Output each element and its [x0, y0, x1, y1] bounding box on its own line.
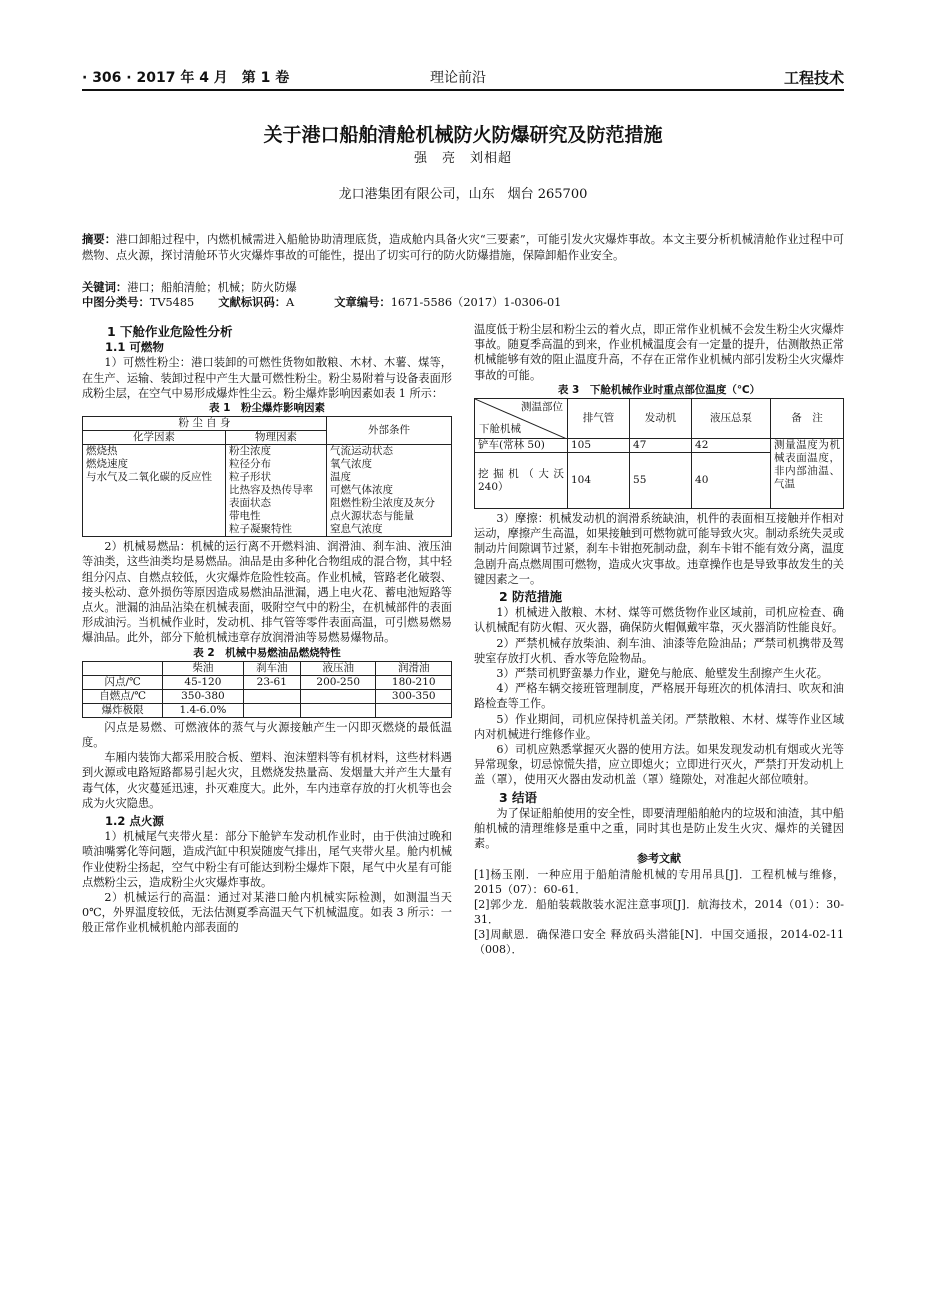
authors: 强 亮 刘相超: [413, 151, 512, 166]
table-2-caption: 表 2 机械中易燃油品燃烧特性: [193, 646, 341, 659]
table-cell: 104: [568, 453, 630, 509]
references: [474, 867, 844, 957]
list-item: 阻燃性粉尘浓度及灰分: [330, 497, 435, 510]
table-cell: 闪点/℃: [83, 675, 163, 689]
clc-label: 中图分类号：: [82, 296, 150, 309]
list-item: 粒子形状: [229, 471, 271, 484]
table-cell: [243, 703, 300, 717]
paper-title: 关于港口船舶清舱机械防火防爆研究及防范措施: [263, 124, 663, 146]
list-item: 点火源状态与能量: [330, 510, 414, 523]
table-cell: 45-120: [163, 675, 243, 689]
table-cell: [83, 445, 226, 537]
table-header: 化学因素: [83, 431, 226, 445]
paragraph: 2）机械易燃品：机械的运行离不开燃料油、润滑油、刹车油、液压油等油类，这些油类均是易燃品。油品是由多种化合物组成的混合物，其中轻组分闪点、自燃点较低，火灾爆炸危险性较高。作业机械，管路老化破裂、接头松动、意外损伤等原因造成易燃油品泄漏，遇上电火花、蓄电池短路等点火。泄漏的油品沾染在机械表面，吸附空气中的粉尘，在机械部件的表面形成油污。当机械作业时，发动机、排气管等零件表面高温，可引燃易燃易爆油品。此外，部分下舱机械违章存放润滑油等易燃易爆物品。: [82, 540, 452, 645]
paragraph: 为了保证船舶使用的安全性，即要清理船舶舱内的垃圾和油渣，其中船舶机械的清理维修是重中之重，同时其也是防止发生火灾、爆炸的关键因素。: [474, 806, 844, 851]
affiliation: 龙口港集团有限公司，山东 烟台 265700: [338, 187, 588, 202]
section-3-heading: 3 结语: [499, 789, 538, 805]
table-cell: [243, 689, 300, 703]
table-header: 刹车油: [243, 661, 300, 675]
paragraph: 3）摩擦：机械发动机的润滑系统缺油，机件的表面相互接触并作相对运动，摩擦产生高温，如果接触到可燃物就可能导致火灾。制动系统失灵或制动片间隙调节过紧，刹车卡钳抱死制动盘，刹车卡钳不能有效分离，温度急剧升高点燃周围可燃物，造成火灾事故。违章操作也是导致事故发生的关键因素之一。: [474, 512, 844, 586]
table-cell: [300, 703, 376, 717]
table-header: [83, 661, 163, 675]
keywords-text: 港口；船舶清舱；机械；防火防爆: [127, 281, 297, 294]
article-no-label: 文章编号：: [334, 296, 391, 309]
paragraph: 2）机械运行的高温：通过对某港口舱内机械实际检测，如测温当天 0℃，外界温度较低，无法估测夏季高温天气下机械温度。如表 3 所示：一般正常作业机械机舱内部表面的: [82, 891, 452, 935]
reference-item: [3]周献恩．确保港口安全 释放码头潜能[N]．中国交通报，2014-02-11（008）．: [474, 927, 844, 956]
table-1: [82, 416, 452, 537]
clc-value: TV5485: [149, 296, 195, 309]
section-label: 理论前沿: [430, 70, 486, 86]
doc-code-label: 文献标识码：: [218, 296, 287, 309]
list-item: 粒子凝聚特性: [229, 523, 292, 536]
table-diagonal-header: [475, 399, 568, 439]
table-header: 外部条件: [327, 417, 452, 445]
paragraph: 4）严格车辆交接班管理制度，严格展开每班次的机体清扫、吹灰和油路检查等工作。: [474, 682, 844, 711]
table-header: 粉 尘 自 身: [83, 417, 327, 431]
left-column: [82, 322, 452, 936]
list-item: 与水气及二氧化碳的反应性: [86, 471, 212, 484]
paragraph: 温度低于粉尘层和粉尘云的着火点，即正常作业机械不会发生粉尘火灾爆炸事故。随夏季高温的到来，作业机械温度会有一定量的提升，估测散热正常机械能够有效的阻止温度升高，不存在正常作业机械内部引发粉尘火灾爆炸事故的可能。: [474, 323, 844, 382]
section-1-2-heading: 1.2 点火源: [105, 814, 164, 829]
section-2-heading: 2 防范措施: [499, 589, 563, 605]
paragraph: 1）机械进入散粮、木材、煤等可燃货物作业区域前，司机应检查、确认机械配有防火帽、灭火器，确保防火帽佩戴牢靠，灭火器消防性能良好。: [474, 606, 844, 635]
header-rule: [82, 89, 844, 91]
table-1-caption: 表 1 粉尘爆炸影响因素: [209, 402, 325, 415]
classification-line: [82, 294, 561, 310]
reference-item: [2]郭少龙．船舶装载散装水泥注意事项[J]．航海技术，2014（01）：30-31．: [474, 897, 844, 926]
table-header: 柴油: [163, 661, 243, 675]
references-heading: 参考文献: [637, 852, 681, 866]
table-header: 物理因素: [226, 431, 327, 445]
list-item: 氧气浓度: [330, 458, 372, 471]
list-item: 带电性: [229, 510, 261, 523]
table-cell: 47: [630, 439, 692, 453]
table-cell: 105: [568, 439, 630, 453]
table-header: 备 注: [771, 399, 844, 439]
keywords: [82, 279, 297, 295]
paragraph: 1）可燃性粉尘：港口装卸的可燃性货物如散粮、木材、木薯、煤等，在生产、运输、装卸过程中产生大量可燃性粉尘。粉尘易附着与设备表面形成粉尘层，在空气中易形成爆炸性尘云。粉尘爆炸影响因素如表 1 所示：: [82, 356, 452, 400]
table-cell: 爆炸极限: [83, 703, 163, 717]
table-cell: [376, 703, 452, 717]
table-cell: 40: [692, 453, 771, 509]
section-1-heading: 1 下舱作业危险性分析: [107, 324, 233, 339]
table-header: 发动机: [630, 399, 692, 439]
table-header: 排气管: [568, 399, 630, 439]
list-item: 燃烧热: [86, 445, 118, 458]
table-cell: 180-210: [376, 675, 452, 689]
table-cell: 1.4-6.0%: [163, 703, 243, 717]
table-cell: [226, 445, 327, 537]
right-column: [474, 322, 844, 957]
paragraph: 车厢内装饰大都采用胶合板、塑料、泡沫塑料等有机材料，这些材料遇到火源或电路短路都易引起火灾，且燃烧发热量高、发烟量大并产生大量有毒气体，火灾蔓延迅速，扑灭难度大。此外，车内违章存放的打火机等也会成为火灾隐患。: [82, 751, 452, 810]
list-item: 可燃气体浓度: [330, 484, 393, 497]
table-cell: [300, 689, 376, 703]
table-cell: 42: [692, 439, 771, 453]
abstract-text: 港口卸船过程中，内燃机械需进入船舱协助清理底货，造成舱内具备火灾“三要素”，可能引发火灾爆炸事故。本文主要分析机械清舱作业过程中可燃物、点火源，探讨清舱环节火灾爆炸事故的可能性，提出了切实可行的防火防爆措施，保障卸船作业安全。: [82, 233, 844, 262]
table-header: 液压油: [300, 661, 376, 675]
list-item: 粒径分布: [229, 458, 271, 471]
paragraph: 5）作业期间，司机应保持机盖关闭。严禁散粮、木材、煤等作业区域内对机械进行维修作业。: [474, 712, 844, 741]
abstract-label: 摘要：: [82, 233, 117, 246]
table-3: [474, 398, 844, 509]
section-1-1-heading: 1.1 可燃物: [105, 340, 164, 355]
table-cell: 铲车(常林 50): [475, 439, 568, 453]
table-cell: 挖掘机（大沃 240）: [475, 453, 568, 509]
table-cell: 23-61: [243, 675, 300, 689]
table-3-caption: 表 3 下舱机械作业时重点部位温度（℃）: [557, 383, 761, 396]
reference-item: [1]杨玉刚．一种应用于船舶清舱机械的专用吊具[J]．工程机械与维修，2015（07）：60-61．: [474, 867, 844, 896]
list-item: 气流运动状态: [330, 445, 393, 458]
doc-code-value: A: [286, 296, 295, 309]
list-item: 燃烧速度: [86, 458, 128, 471]
table-header: 润滑油: [376, 661, 452, 675]
journal-name: 工程技术: [783, 69, 844, 87]
table-cell: 300-350: [376, 689, 452, 703]
list-item: 窒息气浓度: [330, 523, 383, 536]
paragraph: 闪点是易燃、可燃液体的蒸气与火源接触产生一闪即灭燃烧的最低温度。: [82, 720, 452, 750]
table-cell: [327, 445, 452, 537]
table-header: 液压总泵: [692, 399, 771, 439]
article-no-value: 1671-5586（2017）1-0306-01: [390, 296, 562, 309]
table-cell: 200-250: [300, 675, 376, 689]
list-item: 比热容及热传导率: [229, 484, 313, 497]
paragraph: 3）严禁司机野蛮暴力作业，避免与舱底、舱壁发生刮擦产生火花。: [496, 667, 828, 681]
paragraph: 2）严禁机械存放柴油、刹车油、油漆等危险油品；严禁司机携带及驾驶室存放打火机、香水等危险物品。: [474, 636, 844, 665]
paragraph: 6）司机应熟悉掌握灭火器的使用方法。如果发现发动机有烟或火光等异常现象，切忌惊慌失措，应立即熄火；立即进行灭火，严禁打开发动机上盖（罩），使用灭火器由发动机盖（罩）缝隙处，对准起火部位喷射。: [474, 743, 844, 787]
paragraph: 1）机械尾气夹带火星：部分下舱铲车发动机作业时，由于供油过晚和喷油嘴雾化等问题，造成汽缸中积炭随废气排出，尾气夹带火星。舱内机械作业使粉尘扬起，空气中粉尘有可能达到粉尘爆炸下限，尾气中火星有可能点燃粉尘云，造成粉尘火灾爆炸事故。: [82, 830, 452, 889]
list-item: 表面状态: [229, 497, 271, 510]
journal-issue: · 306 · 2017 年 4 月 第 1 卷: [82, 70, 290, 86]
list-item: 粉尘浓度: [229, 445, 271, 458]
table-cell: 55: [630, 453, 692, 509]
diagonal-header-bottom: 下舱机械: [479, 423, 521, 436]
table-cell: 自燃点/℃: [83, 689, 163, 703]
list-item: 温度: [330, 471, 351, 484]
diagonal-header-top: 测温部位: [521, 401, 563, 414]
abstract: [82, 232, 844, 263]
keywords-label: 关键词：: [82, 281, 128, 294]
table-2: [82, 661, 452, 718]
table-cell: 测量温度为机械表面温度，非内部油温、气温: [771, 439, 844, 509]
table-cell: 350-380: [163, 689, 243, 703]
